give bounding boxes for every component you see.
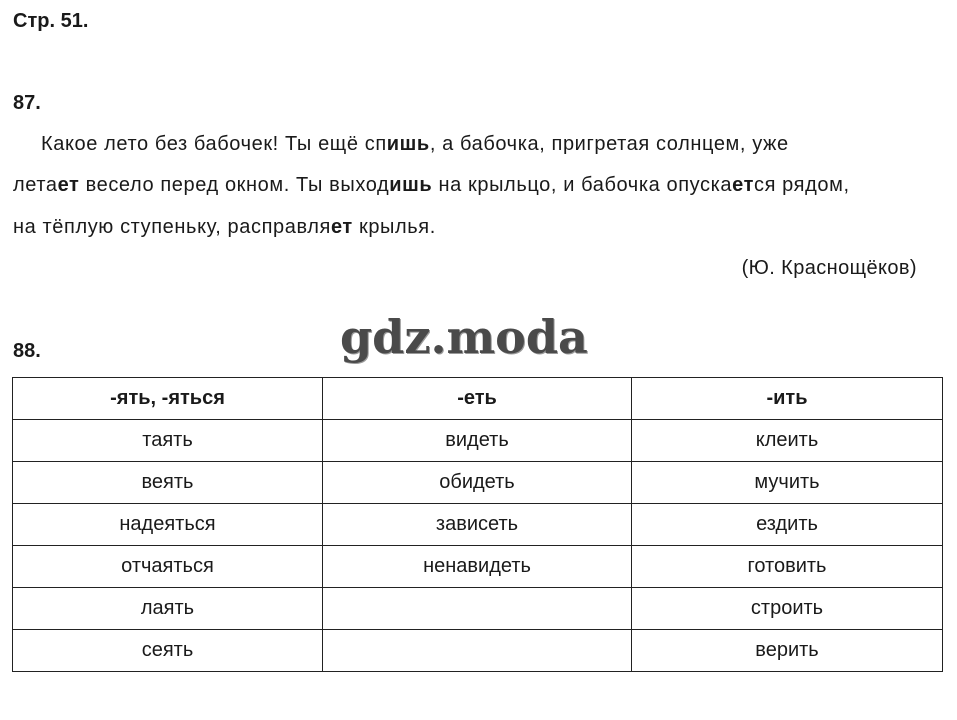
table-cell: лаять (13, 588, 323, 630)
table-cell (323, 588, 632, 630)
text-segment: , а бабочка, пригретая солнцем, уже (429, 133, 789, 155)
table-cell: мучить (632, 462, 943, 504)
column-header: -ить (632, 378, 943, 420)
table-cell (323, 630, 632, 672)
exercise-88-number: 88. (13, 340, 41, 362)
table-cell: готовить (632, 546, 943, 588)
table-cell: отчаяться (13, 546, 323, 588)
text-segment: на тёплую ступеньку, расправля (13, 216, 331, 238)
table-cell: ездить (632, 504, 943, 546)
watermark-logo: gdz.moda (340, 310, 588, 364)
table-row (13, 420, 943, 462)
table-row (13, 462, 943, 504)
table-cell: ненавидеть (323, 546, 632, 588)
author-attribution: (Ю. Краснощёков) (741, 257, 917, 279)
bold-ending: ет (330, 216, 353, 238)
table-cell: таять (13, 420, 323, 462)
text-segment: лета (13, 174, 58, 196)
table-cell: веять (13, 462, 323, 504)
column-header: -ять, -яться (13, 378, 323, 420)
text-segment: Какое лето без бабочек! Ты ещё сп (41, 133, 387, 155)
table-cell: обидеть (323, 462, 632, 504)
bold-ending: ет (57, 174, 80, 196)
text-segment: крылья. (352, 216, 436, 238)
table-row (13, 504, 943, 546)
text-segment: ся рядом, (754, 174, 850, 196)
table-cell: видеть (323, 420, 632, 462)
table-cell: надеяться (13, 504, 323, 546)
bold-ending: ет (732, 174, 754, 196)
table-cell: зависеть (323, 504, 632, 546)
text-line-2 (13, 174, 850, 197)
column-header: -еть (323, 378, 632, 420)
text-line-1 (41, 133, 789, 156)
table-row (13, 630, 943, 672)
table-cell: клеить (632, 420, 943, 462)
bold-ending: ишь (386, 133, 430, 155)
text-segment: весело перед окном. Ты выход (79, 174, 390, 196)
table-cell: сеять (13, 630, 323, 672)
verb-suffix-table (12, 377, 943, 672)
table-row (13, 546, 943, 588)
table-header-row (13, 378, 943, 420)
table-row (13, 588, 943, 630)
bold-ending: ишь (389, 174, 433, 196)
table-cell: строить (632, 588, 943, 630)
page-label: Стр. 51. (13, 10, 89, 32)
text-line-3 (13, 216, 436, 239)
table-cell: верить (632, 630, 943, 672)
text-segment: на крыльцо, и бабочка опуска (432, 174, 733, 196)
exercise-87-number: 87. (13, 92, 41, 114)
